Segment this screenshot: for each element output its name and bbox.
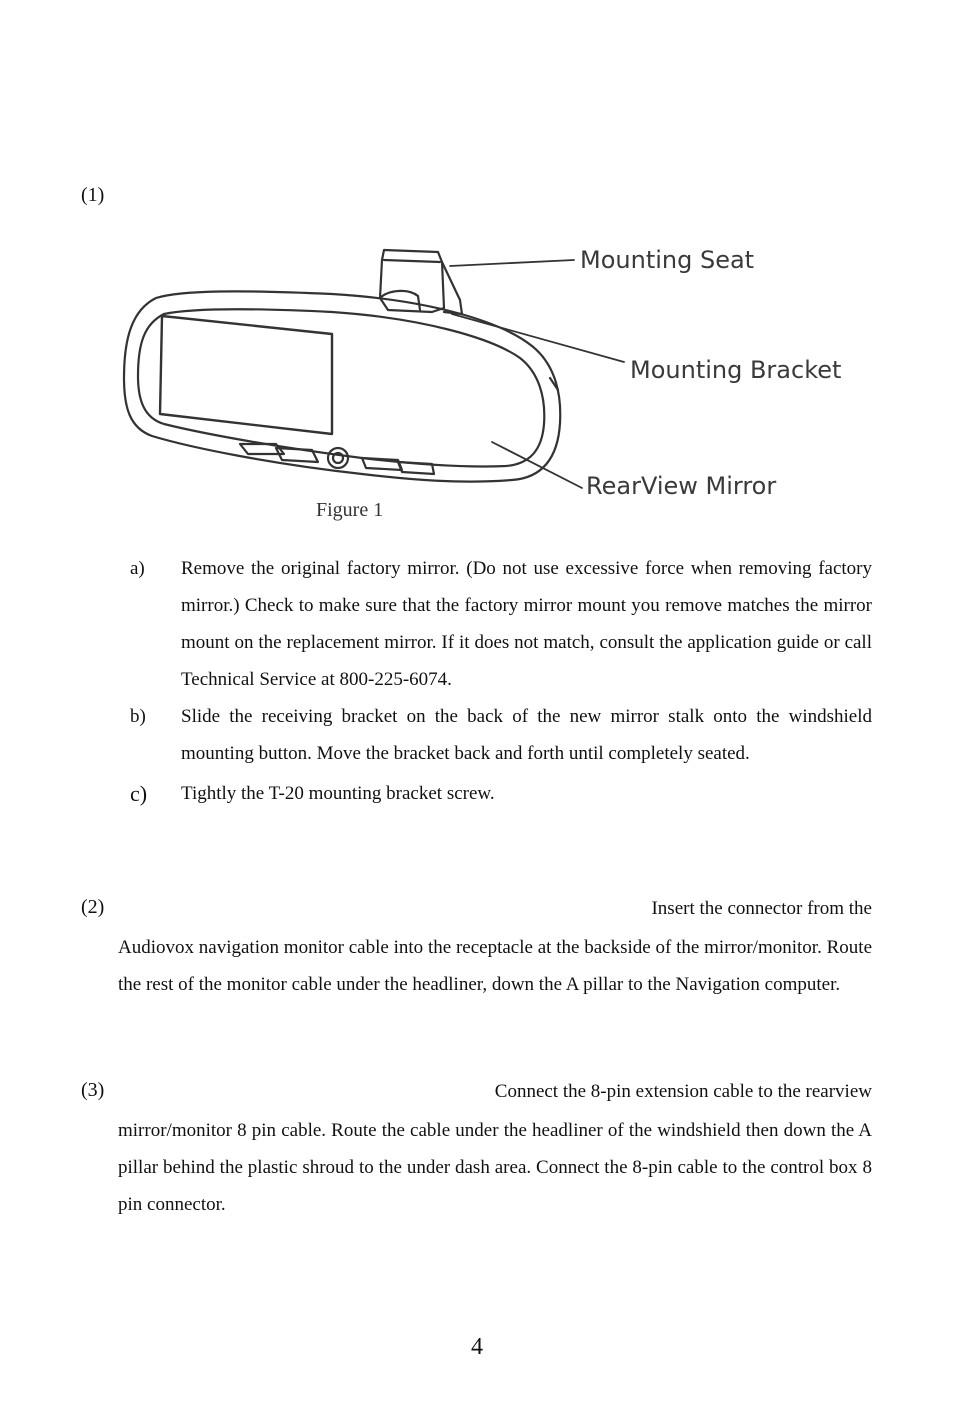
step-marker: c) — [130, 781, 148, 806]
leader-line-seat — [450, 260, 574, 266]
page-number: 4 — [471, 1334, 483, 1360]
screen-shape — [160, 316, 332, 434]
section-3-body: mirror/monitor 8 pin cable. Route the cable under the headliner of the windshield then down the A pillar behind the plastic shroud to the under dash area. Connect the 8-pin cable to the control box 8 pin connector. — [118, 1120, 872, 1215]
mirror-inner-shape — [138, 309, 544, 466]
step-marker: b) — [130, 706, 146, 727]
button-4-shape — [398, 462, 434, 474]
mirror-diagram — [112, 238, 872, 528]
section-2-first-line: Insert the connector from the — [651, 898, 872, 919]
step-text: Tightly the T-20 mounting bracket screw. — [181, 783, 495, 804]
camera-lens-shape — [328, 448, 348, 468]
figure-1 — [112, 238, 872, 528]
section-1-number: (1) — [81, 184, 105, 206]
section-3-number: (3) — [81, 1079, 105, 1101]
figure-caption: Figure 1 — [316, 499, 384, 521]
step-text: Remove the original factory mirror. (Do not use excessive force when removing factory mirror.) Check to make sure that the factory mirror mount you remove matches the mirror mount on the replacement mirror. If it does not match, consult the application guide or call Technical Service at 800-225-6074. — [181, 558, 872, 690]
step-text: Slide the receiving bracket on the back of the new mirror stalk onto the windshield mounting button. Move the bracket back and forth until completely seated. — [181, 706, 872, 764]
section-2-number: (2) — [81, 896, 105, 918]
callout-mounting-seat: Mounting Seat — [580, 246, 755, 274]
callout-rearview-mirror: RearView Mirror — [586, 472, 777, 500]
section-2-body: Audiovox navigation monitor cable into the receptacle at the backside of the mirror/monitor. Route the rest of the monitor cable under the headliner, down the A pillar to the Navigation computer. — [118, 937, 872, 995]
section-3-first-line: Connect the 8-pin extension cable to the rearview — [494, 1081, 872, 1102]
step-item — [130, 775, 872, 812]
step-item — [130, 698, 872, 772]
step-marker: a) — [130, 558, 145, 579]
callout-mounting-bracket: Mounting Bracket — [630, 356, 842, 384]
installation-steps — [130, 550, 872, 812]
step-item — [130, 550, 872, 698]
